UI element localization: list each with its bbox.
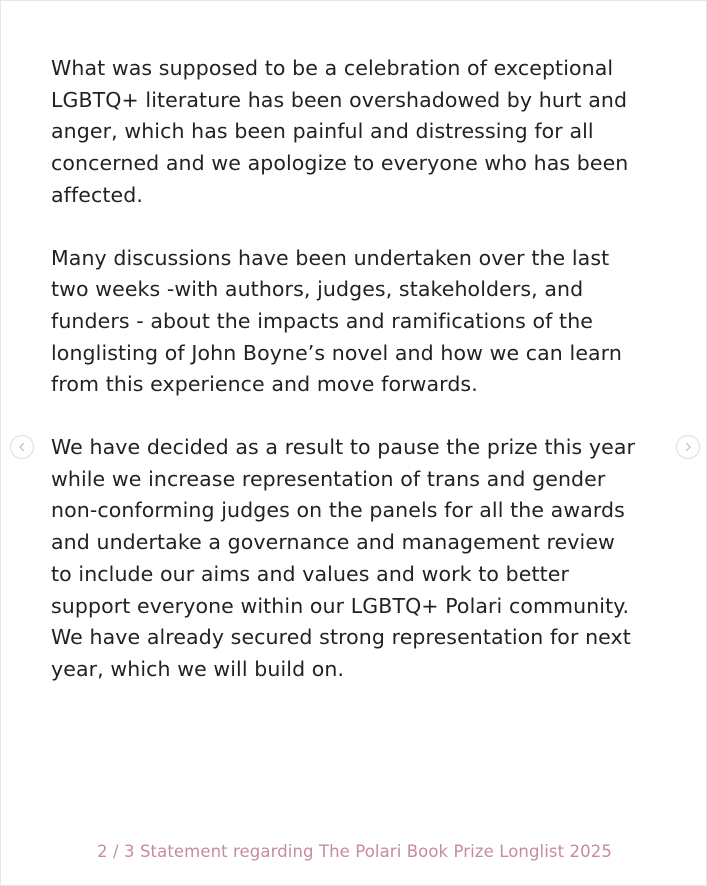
paragraph-line: longlisting of John Boyne’s novel and how we can learn bbox=[51, 340, 622, 365]
paragraph-line: funders - about the impacts and ramifications of the bbox=[51, 308, 594, 333]
paragraph-line: What was supposed to be a celebration of exceptional bbox=[51, 56, 614, 80]
statement-paragraph bbox=[51, 243, 666, 402]
paragraph-line: Many discussions have been undertaken over the last bbox=[51, 245, 610, 270]
paragraph-line: year, which we will build on. bbox=[51, 656, 345, 681]
next-slide-button[interactable] bbox=[676, 435, 700, 459]
slide-caption: 2 / 3 Statement regarding The Polari Book Prize Longlist 2025 bbox=[97, 842, 612, 861]
paragraph-line: and undertake a governance and management review bbox=[51, 530, 615, 555]
paragraph-line: two weeks -with authors, judges, stakeholders, and bbox=[51, 277, 584, 302]
paragraph-line: while we increase representation of trans and gender bbox=[51, 466, 606, 491]
statement-paragraph bbox=[51, 53, 666, 212]
paragraph-line: We have already secured strong representation for next bbox=[51, 625, 631, 650]
statement-paragraph bbox=[51, 432, 666, 686]
chevron-right-icon bbox=[683, 442, 693, 452]
paragraph-line: We have decided as a result to pause the prize this year bbox=[51, 435, 636, 460]
paragraph-line: support everyone within our LGBTQ+ Polari community. bbox=[51, 593, 630, 618]
paragraph-line: affected. bbox=[51, 182, 143, 207]
paragraph-line: from this experience and move forwards. bbox=[51, 372, 478, 397]
statement-body bbox=[51, 53, 666, 717]
paragraph-line: non-conforming judges on the panels for all the awards bbox=[51, 498, 625, 523]
paragraph-line: LGBTQ+ literature has been overshadowed by hurt and bbox=[51, 87, 628, 112]
paragraph-line: concerned and we apologize to everyone who has been bbox=[51, 151, 629, 176]
previous-slide-button[interactable] bbox=[10, 435, 34, 459]
chevron-left-icon bbox=[17, 442, 27, 452]
paragraph-line: to include our aims and values and work to better bbox=[51, 561, 570, 586]
paragraph-line: anger, which has been painful and distressing for all bbox=[51, 119, 594, 144]
